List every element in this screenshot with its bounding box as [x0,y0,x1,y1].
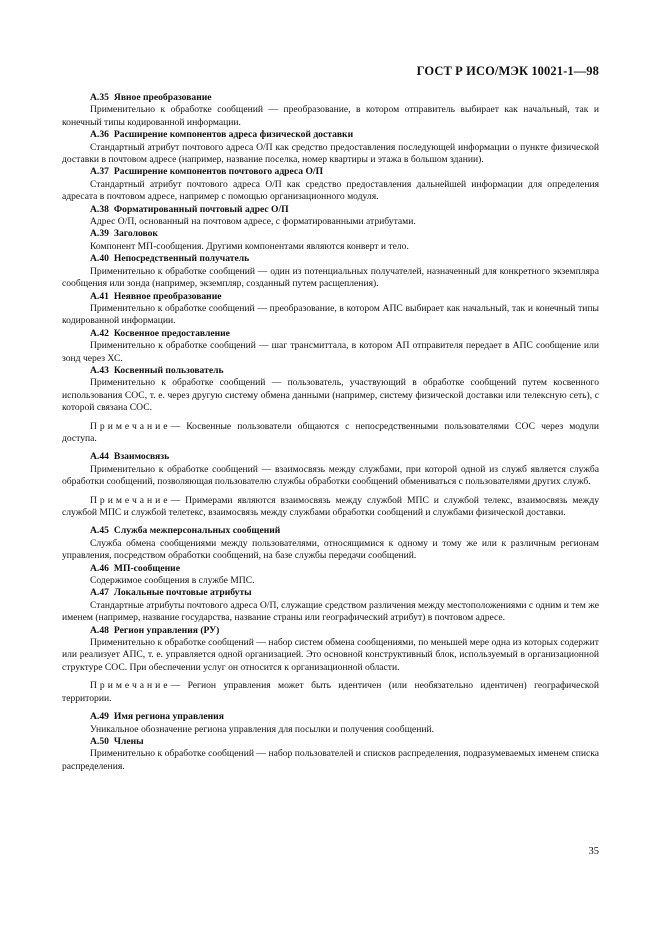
note [62,421,599,446]
section-heading-a45 [62,525,599,537]
paragraph: Применительно к обработке сообщений — набор систем обмена сообщениями, по меньшей мере одна из которых содержит или реализует АПС, т. е. управляется одной организацией. Это основной конструктивный блок, используемый в организационной структуре СОС. При обеспечении услуг он относится к организационной области. [62,637,599,673]
section-number: A.48 [90,624,109,636]
standard-header: ГОСТ Р ИСО/МЭК 10021-1—98 [416,64,599,78]
paragraph: Компонент МП-сообщения. Другими компонентами являются конверт и тело. [90,240,409,252]
section-title: Расширение компонентов адреса физической доставки [113,129,354,141]
section-heading-a41 [62,291,599,303]
section-heading-a42 [62,328,599,340]
paragraph: Стандартный атрибут почтового адреса О/П как средство предоставления последующей информации о пункте физической доставки в почтовом адресе (например, название поселка, номер квартиры и этажа в большом здании). [62,141,599,166]
section-title: Регион управления (РУ) [113,624,220,636]
paragraph: Служба обмена сообщениями между пользователями, относящимися к одному и тому же или к различным регионам управления, посредством обработки сообщений, на базе службы передачи сообщений. [62,537,599,562]
section-heading-a40 [62,253,599,265]
section-title: Взаимосвязь [113,451,170,463]
section-title: Имя региона управления [113,711,224,723]
paragraph: Содержимое сообщения в службе МПС. [90,575,255,587]
section-title: Служба межперсональных сообщений [113,525,281,537]
section-heading-a46 [62,563,599,575]
paragraph: Стандартные атрибуты почтового адреса О/П, служащие средством различения между местоположениями с одним и тем же именем (например, название государства, название страны или географический атрибут) в почтовом адресе. [62,599,599,624]
paragraph: Применительно к обработке сообщений — пользователь, участвующий в обработке сообщений путем косвенного использования СОС, т. е. через другую систему обмена данными (например, систему физической доставки или телексную сеть), с которой связана СОС. [62,377,599,414]
paragraph: Адрес О/П, основанный на почтовом адресе, с форматированными атрибутами. [90,216,416,228]
section-number: A.43 [90,364,109,376]
section-title: Косвенный пользователь [113,364,224,376]
section-number: A.38 [90,203,109,215]
section-title: Расширение компонентов почтового адреса О/П [113,166,324,178]
document-body [62,92,599,773]
section-number: A.36 [90,129,109,141]
paragraph: Применительно к обработке сообщений — взаимосвязь между службами, при которой одной из служб является служба обработки сообщений, позволяющая пользователю службы обработки сообщений обмениваться с пользователями других служб. [62,463,599,488]
section-number: A.39 [90,228,109,240]
section-heading-a49 [62,711,599,723]
section-number: A.41 [90,290,109,302]
paragraph: Применительно к обработке сообщений — один из потенциальных получателей, назначенный для конкретного экземпляра сообщения или зонда (например, экземпляр, созданный путем расщепления). [62,265,599,290]
section-heading-a35 [62,92,599,104]
section-number: A.44 [90,451,109,463]
section-title: Заголовок [113,228,158,240]
section-heading-a47 [62,587,599,599]
paragraph: Применительно к обработке сообщений — набор пользователей и списков распределения, подразумеваемых именем списка распределения. [62,748,599,772]
section-number: A.46 [90,562,109,574]
section-number: A.35 [90,92,109,103]
note-label: Примечание [90,494,171,506]
section-title: МП-сообщение [113,562,180,574]
section-title: Косвенное предоставление [113,327,230,339]
section-heading-a37 [62,166,599,178]
section-number: A.45 [90,525,109,537]
note [62,680,599,705]
section-number: A.47 [90,587,109,599]
section-title: Члены [113,735,144,747]
section-title: Локальные почтовые атрибуты [113,587,252,599]
note-text: — Регион управления может быть идентичен (или необязательно идентичен) географической территории. [62,680,599,704]
paragraph: Применительно к обработке сообщений — преобразование, в котором АПС выбирает как начальный, так и конечный типы кодированной информации. [62,302,599,327]
paragraph: Применительно к обработке сообщений — шаг трансмиттала, в котором АП отправителя передает в АПС сообщение или зонд через ХС. [62,340,599,364]
paragraph: Применительно к обработке сообщений — преобразование, в котором отправитель выбирает как начальный, так и конечный типы кодированной информации. [62,104,599,128]
section-title: Непосредственный получатель [113,253,250,265]
section-heading-a50 [62,736,599,748]
section-title: Неявное преобразование [113,290,222,302]
note-label: Примечание [90,420,171,432]
section-heading-a48 [62,625,599,637]
section-title: Явное преобразование [113,92,212,103]
section-number: A.40 [90,253,109,265]
note-text: — Примерами являются взаимосвязь между службой МПС и службой телекс, взаимосвязь между службой МПС и службой телетекс, взаимосвязь между службами обработки сообщений и службами физической доставки. [62,494,599,518]
paragraph: Стандартный атрибут почтового адреса О/П как средство предоставления дальнейшей информации для определения адресата в почтовом адресе, например с помощью организационного модуля. [62,178,599,203]
section-title: Форматированный почтовый адрес О/П [113,203,289,215]
section-heading-a39 [62,228,599,240]
section-heading-a44 [62,451,599,463]
note-text: — Косвенные пользователи общаются с непосредственными пользователями СОС через модули доступа. [62,420,599,444]
section-heading-a36 [62,129,599,141]
page-number: 35 [588,846,599,857]
section-heading-a43 [62,365,599,377]
section-heading-a38 [62,204,599,216]
note-label: Примечание [90,680,171,692]
section-number: A.49 [90,711,109,723]
section-number: A.37 [90,166,109,178]
note [62,495,599,520]
section-number: A.42 [90,327,109,339]
section-number: A.50 [90,735,109,747]
paragraph: Уникальное обозначение региона управления для посылки и получения сообщений. [90,723,435,735]
